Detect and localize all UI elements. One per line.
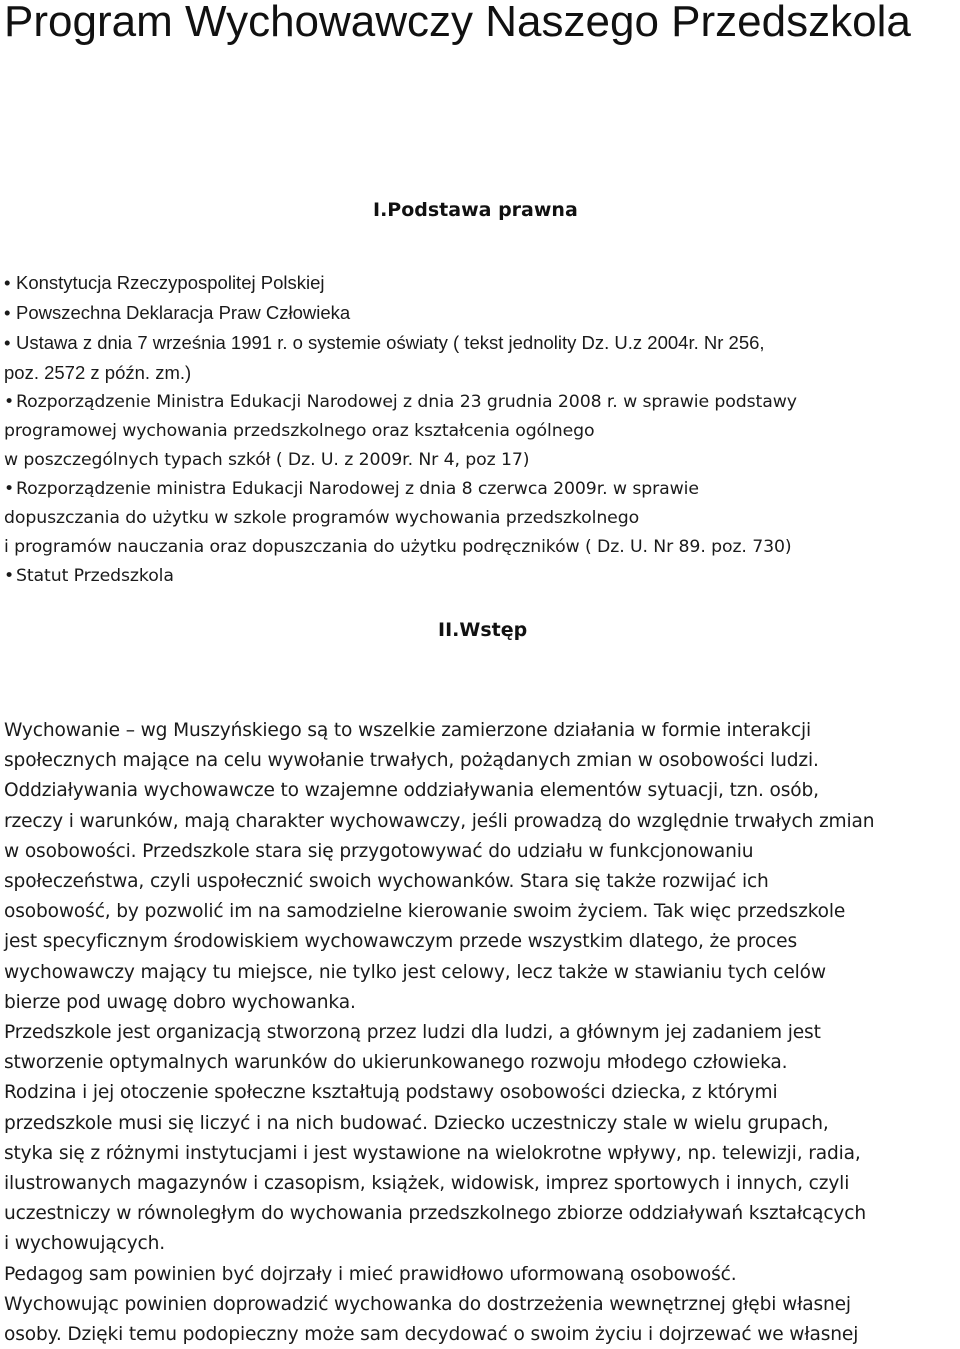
paragraph-line: społecznych mające na celu wywołanie trwałych, pożądanych zmian w osobowości ludzi. (4, 750, 819, 772)
paragraph-line: bierze pod uwagę dobro wychowanka. (4, 991, 356, 1013)
list-item-text: Rozporządzenie Ministra Edukacji Narodowej z dnia 23 grudnia 2008 r. w sprawie podstawy (16, 392, 797, 412)
paragraph-line: Oddziaływania wychowawcze to wzajemne oddziaływania elementów sytuacji, tzn. osób, (4, 780, 819, 802)
paragraph-line: Rodzina i jej otoczenie społeczne kształtują podstawy osobowości dziecka, z którymi (4, 1082, 778, 1104)
list-item-text: dopuszczania do użytku w szkole programów wychowania przedszkolnego (4, 508, 640, 528)
paragraph-line: i wychowujących. (4, 1233, 165, 1255)
paragraph-line: Pedagog sam powinien być dojrzały i mieć prawidłowo uformowaną osobowość. (4, 1263, 737, 1285)
list-item (0, 298, 956, 328)
paragraph-line: Wychowując powinien doprowadzić wychowanka do dostrzeżenia wewnętrznej głębi własnej (4, 1293, 851, 1315)
bullet-icon: • (4, 566, 15, 586)
bullet-icon: • (4, 392, 15, 412)
section-heading-introduction: II.Wstęp (438, 619, 528, 641)
legal-basis-list (0, 268, 956, 591)
bullet-icon: • (4, 302, 11, 323)
list-item-text: Rozporządzenie ministra Edukacji Narodowej z dnia 8 czerwca 2009r. w sprawie (16, 479, 699, 499)
bullet-icon: • (4, 332, 11, 353)
paragraph-line: przedszkole musi się liczyć i na nich budować. Dziecko uczestniczy stale w wielu grupach, (4, 1112, 829, 1134)
list-item-text: i programów nauczania oraz dopuszczania do użytku podręczników ( Dz. U. Nr 89. poz. 730) (4, 537, 792, 557)
paragraph-line: stworzenie optymalnych warunków do ukierunkowanego rozwoju młodego człowieka. (4, 1052, 788, 1074)
list-item-text: Statut Przedszkola (16, 566, 174, 586)
list-item-text: Powszechna Deklaracja Praw Człowieka (16, 302, 351, 323)
paragraph-line: uczestniczy w równoległym do wychowania przedszkolnego zbiorze oddziaływań kształcących (4, 1203, 866, 1225)
paragraph-line: wychowawczy mający tu miejsce, nie tylko jest celowy, lecz także w stawianiu tych celów (4, 961, 826, 983)
list-item (0, 388, 956, 475)
paragraph-line: w osobowości. Przedszkole stara się przygotowywać do udziału w funkcjonowaniu (4, 840, 754, 862)
document-title: Program Wychowawczy Naszego Przedszkola (4, 0, 911, 46)
paragraph-line: styka się z różnymi instytucjami i jest wystawione na wielokrotne wpływy, np. telewizji, radia, (4, 1142, 861, 1164)
list-item (0, 328, 956, 388)
list-item (0, 562, 956, 591)
paragraph-line: Przedszkole jest organizacją stworzoną przez ludzi dla ludzi, a głównym jej zadaniem jest (4, 1022, 821, 1044)
paragraph-line: osoby. Dzięki temu podopieczny może sam decydować o swoim życiu i dojrzewać we własnej (4, 1324, 859, 1346)
paragraph-line: ilustrowanych magazynów i czasopism, książek, widowisk, imprez sportowych i innych, czyli (4, 1173, 850, 1195)
list-item (0, 268, 956, 298)
paragraph-line: jest specyficznym środowiskiem wychowawczym przede wszystkim dlatego, że proces (4, 931, 798, 953)
list-item-text: poz. 2572 z późn. zm.) (4, 362, 192, 383)
bullet-icon: • (4, 272, 11, 293)
list-item-text: Konstytucja Rzeczypospolitej Polskiej (16, 272, 325, 293)
paragraph-line: rzeczy i warunków, mają charakter wychowawczy, jeśli prowadzą do względnie trwałych zmian (4, 810, 875, 832)
paragraph-line: osobowość, by pozwolić im na samodzielne kierowanie swoim życiem. Tak więc przedszkole (4, 901, 846, 923)
list-item-text: w poszczególnych typach szkół ( Dz. U. z 2009r. Nr 4, poz 17) (4, 450, 530, 470)
paragraph-line: Wychowanie – wg Muszyńskiego są to wszelkie zamierzone działania w formie interakcji (4, 720, 812, 741)
introduction-paragraph (4, 716, 960, 1349)
list-item (0, 475, 956, 562)
list-item-text: programowej wychowania przedszkolnego oraz kształcenia ogólnego (4, 421, 595, 441)
section-heading-legal-basis: I.Podstawa prawna (373, 199, 578, 221)
list-item-text: Ustawa z dnia 7 września 1991 r. o systemie oświaty ( tekst jednolity Dz. U.z 2004r. Nr 256, (16, 332, 765, 353)
bullet-icon: • (4, 479, 15, 499)
paragraph-line: społeczeństwa, czyli uspołecznić swoich wychowanków. Stara się także rozwijać ich (4, 871, 769, 893)
